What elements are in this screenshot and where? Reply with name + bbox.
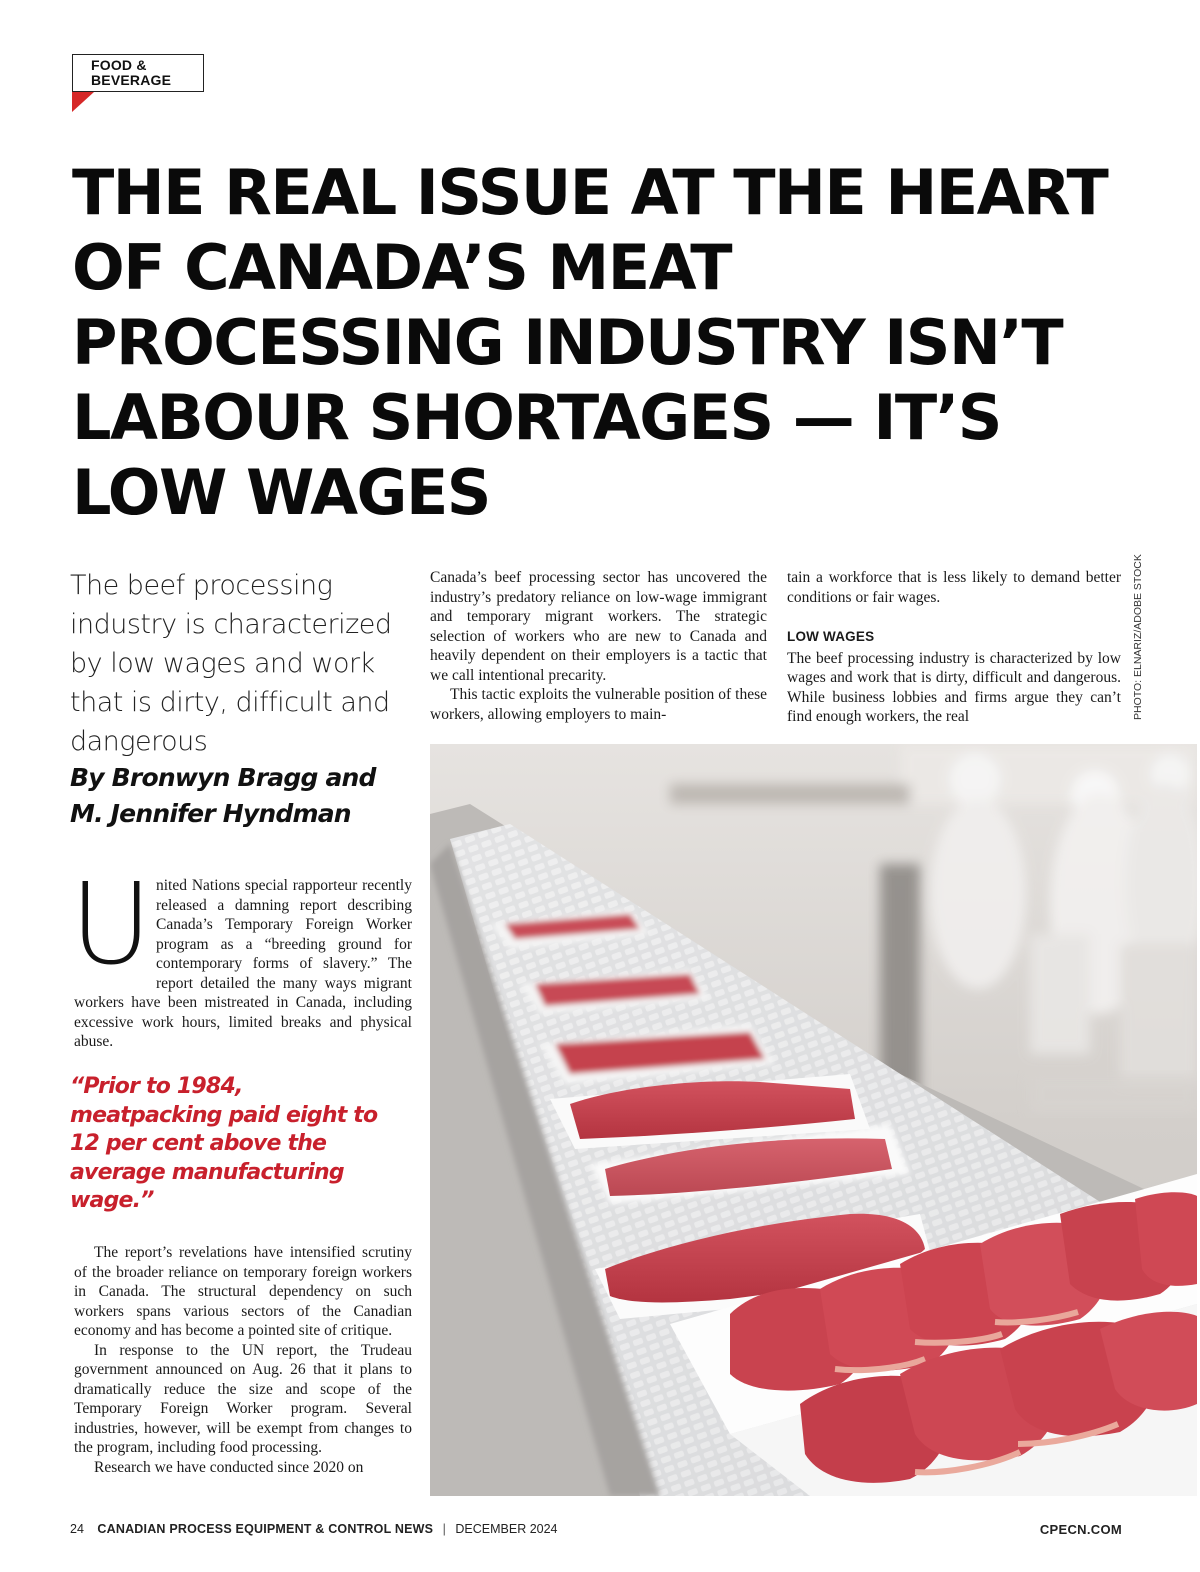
issue-date: DECEMBER 2024 <box>455 1522 558 1536</box>
photo-credit: PHOTO: ELNARIZ/ADOBE STOCK <box>1132 554 1144 720</box>
body-paragraph: This tactic exploits the vulnerable position of these workers, allowing employers to main- <box>430 686 767 723</box>
drop-cap: U <box>70 860 152 990</box>
deck: The beef processing industry is characterized by low wages and work that is dirty, difficult and dangerous <box>70 570 392 757</box>
section-tag-line-1: FOOD & <box>91 57 147 73</box>
website-link[interactable]: CPECN.COM <box>1039 1522 1122 1537</box>
body-paragraph: Canada’s beef processing sector has uncovered the industry’s predatory reliance on low-wage immigrant and temporary migrant workers. The strategic selection of workers who are new to Canada and heavily dependent on their employers is a tactic that we call intentional precarity. <box>430 569 767 684</box>
meat-conveyor-photo <box>430 744 1197 1496</box>
page-footer <box>70 1522 1130 1540</box>
article-column-1 <box>74 1243 412 1477</box>
article-column-2 <box>430 568 767 724</box>
body-paragraph: The beef processing industry is characterized by low wages and work that is dirty, difficult and dangerous. While business lobbies and firms argue they can’t find enough workers, the real <box>787 649 1121 725</box>
byline: By Bronwyn Bragg and M. Jennifer Hyndman <box>70 763 376 828</box>
page-number: 24 <box>70 1522 84 1536</box>
section-tag-line-2: BEVERAGE <box>91 72 172 88</box>
footer-separator: | <box>442 1522 446 1536</box>
body-paragraph: In response to the UN report, the Trudeau government announced on Aug. 26 that it plans to dramatically reduce the size and scope of the Temporary Foreign Worker program. Several industries, however, will be exempt from changes to the program, including food processing. <box>74 1341 412 1456</box>
pull-quote: “Prior to 1984, meatpacking paid eight to 12 per cent above the average manufacturing wage.” <box>70 1074 378 1213</box>
article-column-3 <box>787 568 1121 727</box>
body-paragraph: The report’s revelations have intensified scrutiny of the broader reliance on temporary foreign workers in Canada. The structural dependency on such workers spans various sectors of the Canadian economy and has become a pointed site of critique. <box>74 1244 412 1339</box>
section-tag <box>72 54 204 92</box>
publication-name: CANADIAN PROCESS EQUIPMENT & CONTROL NEWS <box>97 1522 434 1536</box>
intro-paragraph: nited Nations special rapporteur recently released a damning report describing Canada’s Temporary Foreign Worker program as a “breeding ground for contemporary forms of slavery.” The report detailed the many ways migrant workers have been mistreated in Canada, including excessive work hours, limited breaks and physical abuse. <box>74 877 412 1050</box>
body-paragraph: Research we have conducted since 2020 on <box>94 1458 364 1476</box>
headline: THE REAL ISSUE AT THE HEART OF CANADA’S MEAT PROCESSING INDUSTRY ISN’T LABOUR SHORTAGES — IT’S LOW WAGES <box>72 156 1108 529</box>
section-tag-corner <box>72 92 94 112</box>
article-intro <box>70 860 412 1052</box>
subhead: LOW WAGES <box>787 629 875 644</box>
body-paragraph: tain a workforce that is less likely to demand better conditions or fair wages. <box>787 569 1121 606</box>
